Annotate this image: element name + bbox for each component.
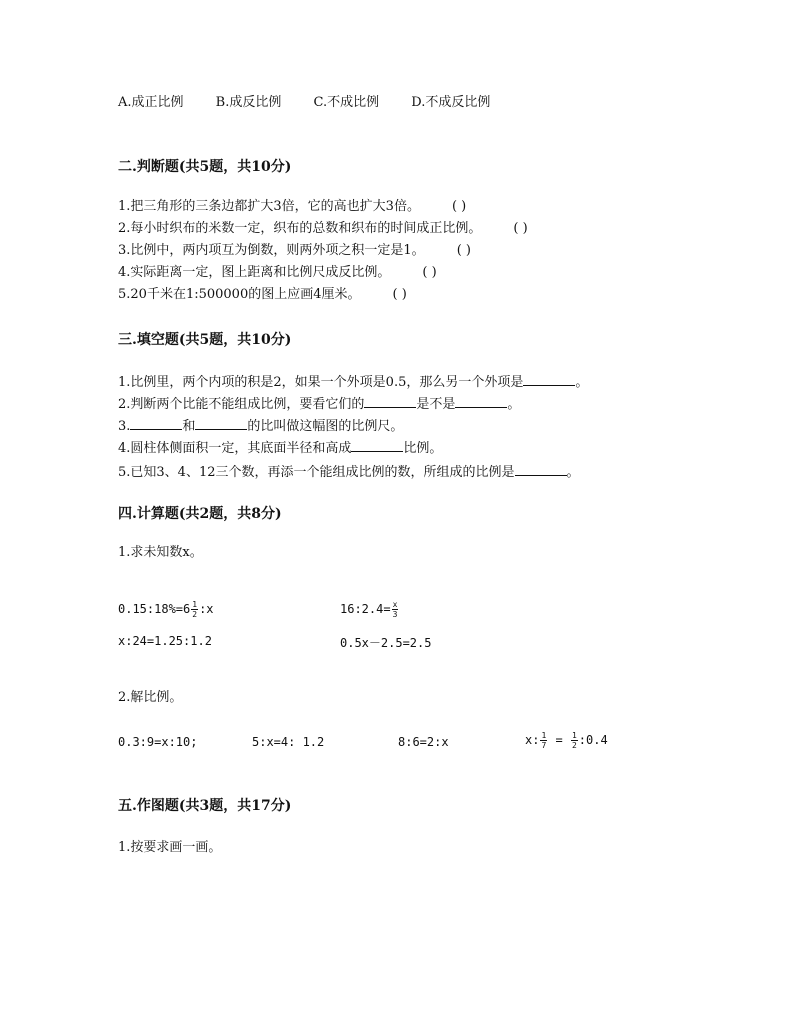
judge-item-5: 5.20千米在1:500000的图上应画4厘米。 ( ) [118, 287, 407, 302]
answer-blank [364, 395, 416, 408]
calc-q1-label: 1.求未知数x。 [118, 545, 203, 560]
answer-paren: ( ) [422, 265, 437, 280]
fill-item-1: 1.比例里，两个内项的积是2，如果一个外项是0.5，那么另一个外项是 。 [118, 375, 589, 390]
option-c: C.不成比例 [313, 95, 380, 110]
option-d: D.不成反比例 [411, 95, 491, 110]
answer-blank [523, 373, 575, 386]
equation-5: 0.3:9=x:10; [118, 735, 198, 749]
fraction: $\frac{1}{2}$ [192, 600, 198, 619]
answer-paren: ( ) [513, 221, 528, 236]
answer-paren: ( ) [451, 199, 467, 214]
option-a: A.成正比例 [118, 95, 184, 110]
judge-item-4: 4.实际距离一定，图上距离和比例尺成反比例。 ( ) [118, 265, 437, 280]
equation-7: 8:6=2:x [398, 735, 449, 749]
answer-paren: ( ) [456, 243, 471, 258]
fill-item-4: 4.圆柱体侧面积一定，其底面半径和高成 比例。 [118, 441, 443, 456]
fill-item-3: 3. 和 的比叫做这幅图的比例尺。 [118, 419, 404, 434]
answer-blank [130, 417, 182, 430]
fill-item-2: 2.判断两个比能不能组成比例，要看它们的 是不是 。 [118, 397, 521, 412]
fill-item-5: 5.已知3、4、12三个数，再添一个能组成比例的数，所组成的比例是 。 [118, 465, 580, 480]
answer-blank [351, 439, 403, 452]
fraction: $\frac{x}{3}$ [392, 600, 398, 619]
equation-1: 0.15:18%=6 $\frac{1}{2}$ :x [118, 600, 214, 619]
calc-q2-label: 2.解比例。 [118, 690, 183, 705]
judge-item-2: 2.每小时织布的米数一定，织布的总数和织布的时间成正比例。 ( ) [118, 221, 528, 236]
judge-item-3: 3.比例中，两内项互为倒数，则两外项之积一定是1。 ( ) [118, 243, 471, 258]
fraction: $\frac{1}{2}$ [571, 731, 577, 750]
section-2-title: 二.判断题(共5题，共10分) [118, 159, 292, 175]
section-3-title: 三.填空题(共5题，共10分) [118, 332, 292, 348]
judge-item-1: 1.把三角形的三条边都扩大3倍，它的高也扩大3倍。 ( ) [118, 199, 467, 214]
answer-blank [515, 463, 567, 476]
equation-6: 5:x=4: 1.2 [252, 735, 325, 749]
answer-paren: ( ) [392, 287, 407, 302]
section-4-title: 四.计算题(共2题，共8分) [118, 506, 282, 522]
fraction: $\frac{1}{7}$ [541, 731, 547, 750]
equation-2: 16:2.4= $\frac{x}{3}$ [340, 600, 398, 619]
answer-blank [195, 417, 247, 430]
equation-3: x:24=1.25:1.2 [118, 634, 212, 648]
choice-options [118, 95, 518, 111]
answer-blank [455, 395, 507, 408]
equation-8: x: $\frac{1}{7}$ = $\frac{1}{2}$ :0.4 [525, 731, 608, 750]
option-b: B.成反比例 [215, 95, 282, 110]
equation-4: 0.5x－2.5=2.5 [340, 636, 432, 650]
section-5-title: 五.作图题(共3题，共17分) [118, 798, 292, 814]
draw-q1-label: 1.按要求画一画。 [118, 840, 222, 855]
